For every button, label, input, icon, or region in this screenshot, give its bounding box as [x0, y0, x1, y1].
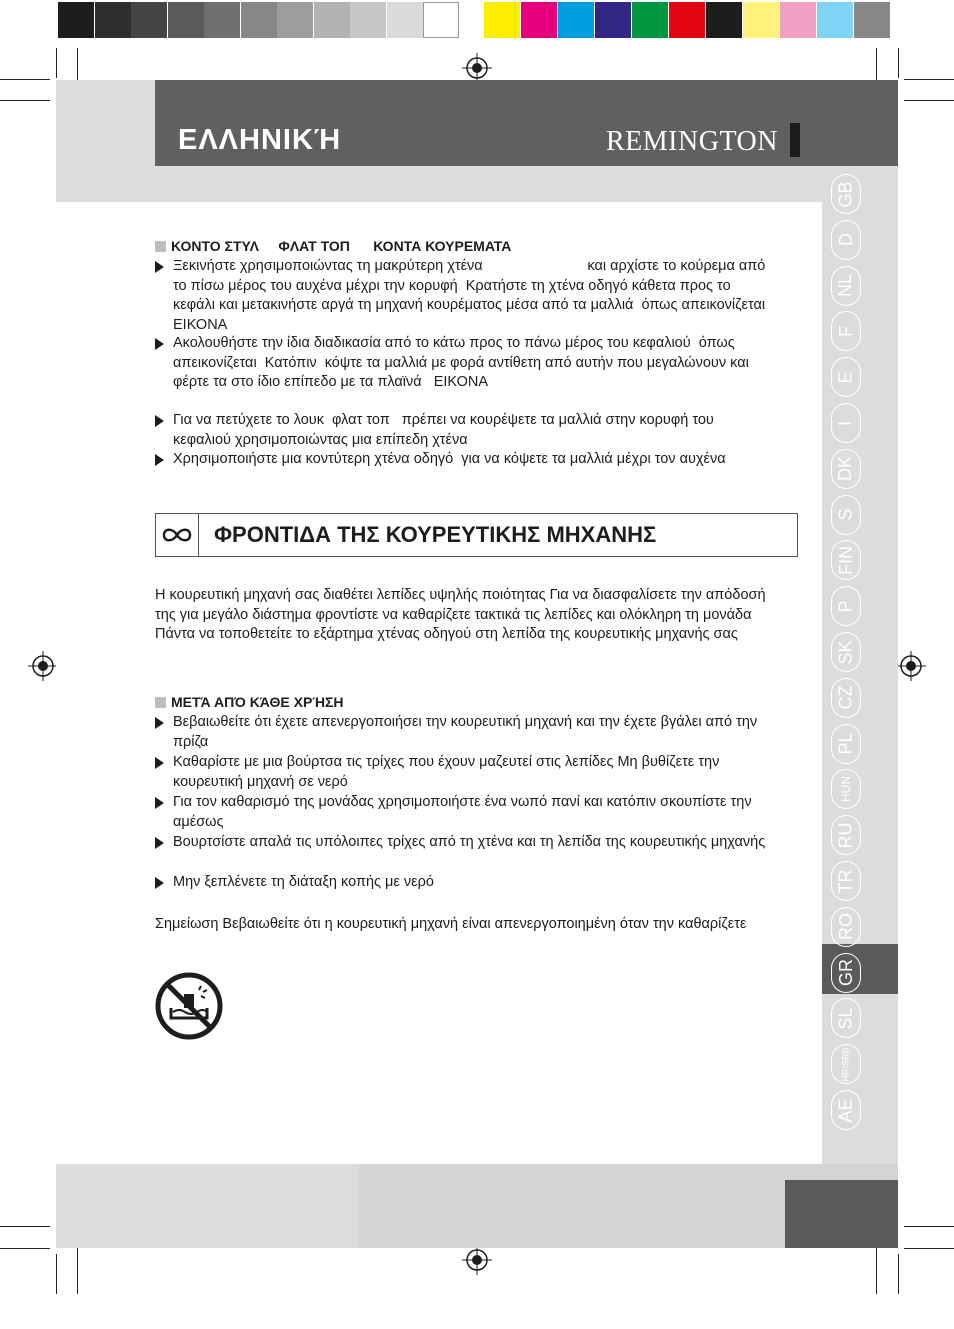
language-tab-label: TR [835, 869, 856, 893]
page-number-box [785, 1180, 898, 1248]
care-intro: Η κουρευτική μηχανή σας διαθέτει λεπίδες υψηλής ποιότητας Για να διασφαλίσετε την απόδοσή της για μεγάλο διάστημα φροντίστε να καθαρίζετε τακτικά τις λεπίδες και ολόκληρη τη μονάδα Πάντα να τοποθετείτε το εξάρτημα χτένας οδηγού στη λεπίδα της κουρευτικής μηχανής σας [155, 587, 766, 642]
language-tab-label: NL [835, 274, 856, 298]
list-item: Καθαρίστε με μια βούρτσα τις τρίχες που έχουν μαζευτεί στις λεπίδες Μη βυθίζετε την κουρευτική μηχανή σε νερό [155, 753, 773, 792]
language-tab-nl[interactable] [831, 266, 861, 306]
language-tab-label: RO [835, 913, 856, 941]
color-swatch [595, 2, 631, 38]
care-note: Σημείωση Βεβαιωθείτε ότι η κουρευτική μηχανή είναι απενεργοποιημένη όταν την καθαρίζετε [155, 916, 747, 932]
language-tab-label: F [835, 325, 856, 337]
language-tab-i[interactable] [831, 403, 861, 443]
brand-logo: REMINGTON [606, 126, 778, 157]
language-tab-hr-srb[interactable] [831, 1044, 861, 1084]
language-tab-label: GB [835, 180, 856, 208]
registration-mark-icon [896, 651, 926, 681]
language-tab-label: CZ [835, 685, 856, 710]
color-swatch [743, 2, 779, 38]
language-tab-cz[interactable] [831, 678, 861, 718]
registration-mark-icon [462, 53, 492, 83]
crop-mark [904, 1248, 954, 1249]
language-tab-pl[interactable] [831, 724, 861, 764]
crop-mark [0, 1248, 50, 1249]
list-item: Για να πετύχετε το λουκ φλατ τοπ πρέπει να κουρέψετε τα μαλλιά στην κορυφή του κεφαλιού χρησιμοποιώντας μια επίπεδη χτένα [155, 411, 773, 450]
language-tab-label: D [835, 233, 856, 247]
registration-mark-icon [28, 651, 58, 681]
color-swatch [854, 2, 890, 38]
language-tab-label: I [835, 420, 856, 426]
language-tab-sk[interactable] [831, 632, 861, 672]
color-swatch [632, 2, 668, 38]
language-tab-hun[interactable] [831, 769, 861, 809]
language-tab-label: HUN [839, 776, 853, 803]
list-item: Ακολουθήστε την ίδια διαδικασία από το κάτω προς το πάνω μέρος του κεφαλιού όπως απεικονίζεται Κατόπιν κόψτε τα μαλλιά με φορά αντίθετη από αυτήν που μεγαλώνουν και φέρτε τα στο ίδιο επίπεδο με τα πλαϊνά ΕΙΚΟΝΑ [155, 334, 773, 393]
crop-mark [898, 1254, 899, 1294]
gray-swatch [204, 2, 240, 38]
language-tab-label: RU [835, 822, 856, 849]
language-tab-label: S [835, 508, 856, 521]
gray-swatch [241, 2, 277, 38]
color-swatch [558, 2, 594, 38]
language-tab-d[interactable] [831, 220, 861, 260]
gray-swatch [58, 2, 94, 38]
language-tab-e[interactable] [831, 357, 861, 397]
care-section-header [155, 513, 798, 557]
color-swatch [780, 2, 816, 38]
no-water-icon [155, 972, 223, 1040]
language-tab-label: DK [835, 456, 856, 482]
language-tab-label: GR [835, 959, 856, 987]
crop-mark [56, 48, 57, 78]
language-tab-label: HR/SRB [840, 1047, 851, 1082]
language-tab-ru[interactable] [831, 815, 861, 855]
gray-swatch [168, 2, 204, 38]
gray-swatch [277, 2, 313, 38]
subheading-after-use: ΜΕΤΆ ΑΠΌ ΚΆΘΕ ΧΡΉΣΗ [155, 694, 344, 710]
language-tab-label: P [835, 600, 856, 613]
crop-mark [56, 1254, 57, 1294]
crop-mark [904, 1226, 954, 1227]
crop-mark [898, 48, 899, 78]
color-swatch [817, 2, 853, 38]
color-swatch [669, 2, 705, 38]
crop-mark [0, 100, 50, 101]
gray-swatch [387, 2, 423, 38]
language-tab-gb[interactable] [831, 174, 861, 214]
crop-mark [0, 79, 50, 80]
language-tab-fin[interactable] [831, 540, 861, 580]
registration-mark-icon [462, 1245, 492, 1275]
language-tab-f[interactable] [831, 311, 861, 351]
language-tab-ro[interactable] [831, 907, 861, 947]
language-tab-label: PL [835, 732, 856, 755]
list-item: Ξεκινήστε χρησιμοποιώντας τη μακρύτερη χτένα και αρχίστε το κούρεμα από το πίσω μέρος του αυχένα μέχρι την κορυφή Κρατήστε τη χτένα οδηγό κάθετα προς το κεφάλι και μετακινήστε αργά τη μηχανή κουρέματος μέσα από τα μαλλιά όπως απεικονίζεται ΕΙΚΟΝΑ [155, 257, 773, 335]
color-swatch [521, 2, 557, 38]
gray-swatch [314, 2, 350, 38]
language-tab-label: E [835, 371, 856, 384]
brand-bar [790, 123, 800, 157]
language-tab-dk[interactable] [831, 449, 861, 489]
gray-swatch [131, 2, 167, 38]
color-swatch [484, 2, 520, 38]
language-tab-sl[interactable] [831, 998, 861, 1038]
list-item: Για τον καθαρισμό της μονάδας χρησιμοποιήστε ένα νωπό πανί και κατόπιν σκουπίστε την αμέσως [155, 793, 773, 832]
care-section-title: ΦΡΟΝΤΙΔΑ ΤΗΣ ΚΟΥΡΕΥΤΙΚΗΣ ΜΗΧΑΝΗΣ [214, 522, 657, 547]
color-swatch [706, 2, 742, 38]
list-item: Βεβαιωθείτε ότι έχετε απενεργοποιήσει την κουρευτική μηχανή και την έχετε βγάλει από την πρίζα [155, 713, 773, 752]
gray-swatch [423, 2, 459, 38]
list-item: Βουρτσίστε απαλά τις υπόλοιπες τρίχες από τη χτένα και τη λεπίδα της κουρευτικής μηχανής [155, 833, 773, 853]
crop-mark [904, 79, 954, 80]
gray-swatch [350, 2, 386, 38]
language-tab-label: FIN [835, 545, 856, 575]
subheading-short-styles: ΚΟΝΤΟ ΣΤΥΛ ΦΛΑΤ ΤΟΠ ΚΟΝΤΑ ΚΟΥΡΕΜΑΤΑ [155, 238, 511, 254]
page-title: ΕΛΛΗΝΙΚΉ [178, 124, 342, 156]
crop-mark [904, 100, 954, 101]
list-item: Χρησιμοποιήστε μια κοντύτερη χτένα οδηγό για να κόψετε τα μαλλιά μέχρι τον αυχένα [155, 450, 773, 470]
language-tab-gr[interactable] [831, 953, 861, 993]
gray-swatch [95, 2, 131, 38]
language-tab-ae[interactable] [831, 1090, 861, 1130]
language-tab-label: SK [835, 639, 856, 665]
crop-mark [0, 1226, 50, 1227]
language-tab-label: AE [835, 1097, 856, 1123]
infinity-icon [156, 514, 199, 556]
language-tab-p[interactable] [831, 586, 861, 626]
language-tab-tr[interactable] [831, 861, 861, 901]
list-item: Μην ξεπλένετε τη διάταξη κοπής με νερό [155, 873, 773, 893]
language-tab-s[interactable] [831, 495, 861, 535]
language-tab-label: SL [835, 1007, 856, 1030]
